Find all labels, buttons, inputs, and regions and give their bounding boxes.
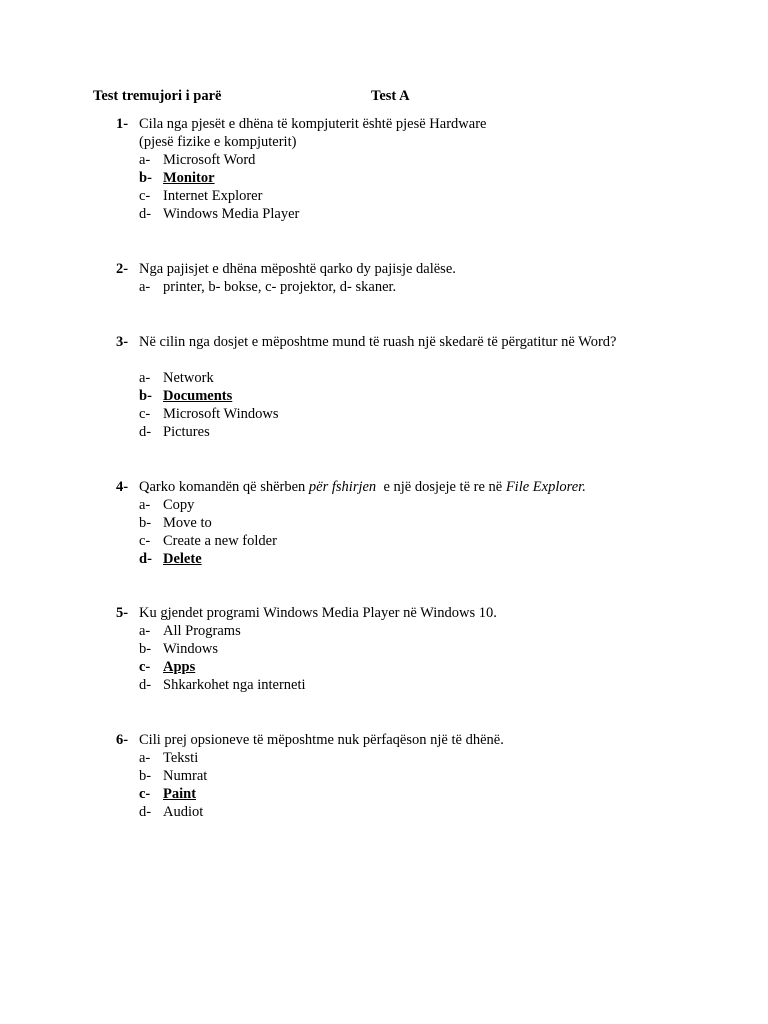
question-text: Cili prej opsioneve të mëposhtme nuk përfaqëson një të dhënë. [139,732,504,748]
question-text: Në cilin nga dosjet e mëposhtme mund të ruash një skedarë të përgatitur në Word? [139,334,617,350]
question-number: 6- [116,732,129,748]
question-number: 5- [116,605,129,621]
option-d[interactable]: d- Audiot [139,804,204,820]
question-text: Nga pajisjet e dhëna mëposhtë qarko dy pajisje dalëse. [139,261,456,277]
option-d[interactable]: d- Pictures [139,424,210,440]
test-title: Test tremujori i parë [93,88,222,104]
option-a[interactable]: a- Copy [139,497,195,513]
option-c-correct[interactable]: c- Apps [139,659,196,675]
option-a[interactable]: a- Network [139,370,214,386]
option-a[interactable]: a- Teksti [139,750,199,766]
test-variant: Test A [371,88,410,104]
question-1 [116,115,736,223]
option-a[interactable]: a- Microsoft Word [139,152,256,168]
option-b-correct[interactable]: b- Documents [139,388,233,404]
option-a[interactable]: a- All Programs [139,623,241,639]
option-d[interactable]: d- Windows Media Player [139,206,300,222]
question-number: 3- [116,334,129,350]
question-text: Qarko komandën që shërben për fshirjen e një dosjeje të re në File Explorer. [139,479,586,495]
question-text: Ku gjendet programi Windows Media Player në Windows 10. [139,605,497,621]
option-c-correct[interactable]: c- Paint [139,786,197,802]
option-b-correct[interactable]: b- Monitor [139,170,215,186]
options-inline[interactable]: a- printer, b- bokse, c- projektor, d- skaner. [139,279,397,295]
option-b[interactable]: b- Windows [139,641,218,657]
option-b[interactable]: b- Move to [139,515,212,531]
question-3 [116,333,736,441]
question-5 [116,604,736,694]
option-c[interactable]: c- Internet Explorer [139,188,263,204]
option-c[interactable]: c- Microsoft Windows [139,406,279,422]
option-d[interactable]: d- Shkarkohet nga interneti [139,677,306,693]
question-text: Cila nga pjesët e dhëna të kompjuterit është pjesë Hardware [139,116,487,132]
option-c[interactable]: c- Create a new folder [139,533,277,549]
question-number: 2- [116,261,129,277]
option-d-correct[interactable]: d- Delete [139,551,202,567]
question-4 [116,478,736,568]
question-text-continued: (pjesë fizike e kompjuterit) [139,134,297,150]
option-b[interactable]: b- Numrat [139,768,208,784]
question-6 [116,731,736,821]
question-number: 1- [116,116,129,132]
question-2 [116,260,736,296]
question-number: 4- [116,479,129,495]
